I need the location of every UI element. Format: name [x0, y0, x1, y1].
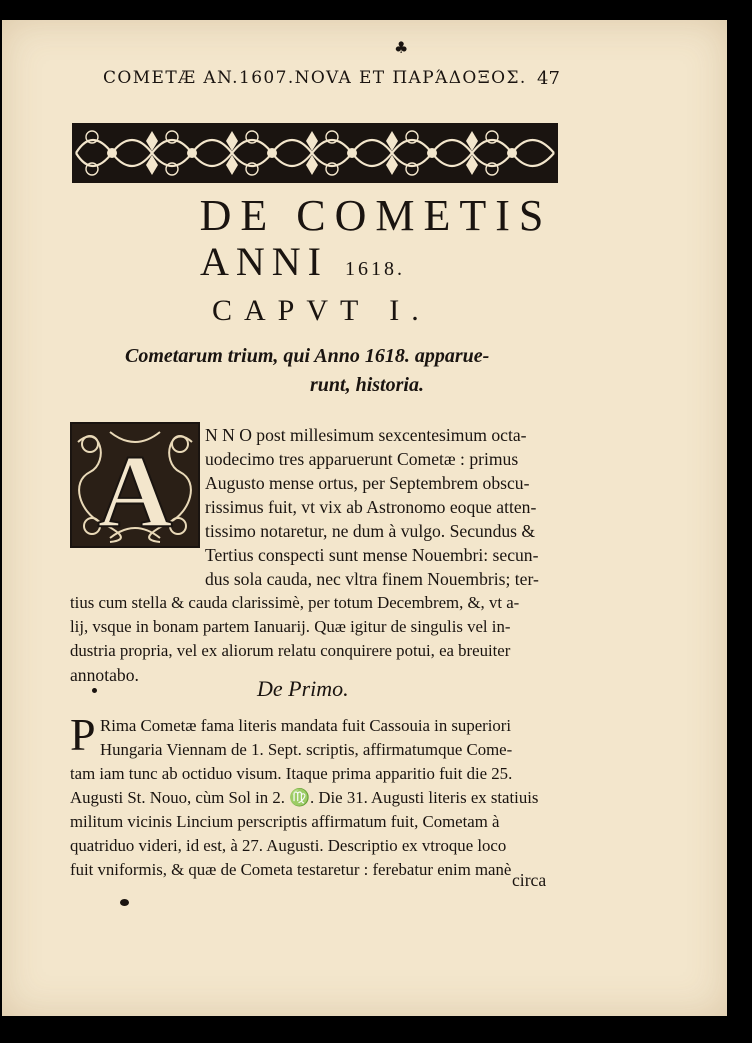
subtitle-line-2: runt, historia.	[310, 374, 424, 396]
para1-line-2: uodecimo tres apparuerunt Cometæ : primus	[205, 449, 519, 469]
floral-initial-icon	[70, 422, 200, 548]
chapter-heading: CAPVT I.	[212, 294, 431, 327]
para1-line-3: Augusto mense ortus, per Septembrem obscu-	[205, 473, 530, 493]
page-number: 47	[537, 68, 560, 89]
title-anni-word: ANNI	[200, 239, 328, 284]
para2-line-6: quatriduo videri, id est, à 27. Augusti. Descriptio ex vtroque loco	[70, 836, 507, 855]
para1-line-8: tius cum stella & cauda clarissimè, per totum Decembrem, &, vt a-	[70, 593, 520, 612]
ink-speck	[92, 688, 97, 693]
para1-line-11: annotabo.	[70, 665, 139, 685]
para2-line-1: Rima Cometæ fama literis mandata fuit Cassouia in superiori	[100, 716, 512, 735]
ink-speck	[120, 899, 129, 906]
running-title: COMETÆ AN.1607.NOVA ET ΠΑΡΆΔΟΞΟΣ.	[103, 68, 527, 88]
title-anni	[200, 238, 405, 285]
para1-line-7: dus sola cauda, nec vltra finem Nouembris; ter-	[205, 569, 539, 589]
para1-line-9: lij, vsque in bonam partem Ianuarij. Quæ igitur de singulis vel in-	[70, 617, 511, 636]
dropcap-letter: A	[97, 434, 173, 548]
para2-dropcap: P	[70, 709, 96, 760]
catchword: circa	[512, 870, 547, 890]
para1-line-1: N N O post millesimum sexcentesimum octa-	[205, 425, 527, 445]
para2-line-4: Augusti St. Nouo, cùm Sol in 2. ♍. Die 31. Augusti literis ex statiuis	[70, 788, 539, 807]
para1-line-6: Tertius conspecti sunt mense Nouembri: secun-	[205, 545, 539, 565]
para2-line-2: Hungaria Viennam de 1. Sept. scriptis, affirmatumque Come-	[100, 740, 513, 759]
para2-line-5: militum vicinis Lincium perscriptis affirmatum fuit, Cometam à	[70, 812, 500, 831]
para1-line-4: rissimus fuit, vt vix ab Astronomo eoque atten-	[205, 497, 537, 517]
para1-line-10: dustria propria, vel ex aliorum relatu conquirere potui, ea breuiter	[70, 641, 511, 660]
para2-line-3: tam iam tunc ab octiduo visum. Itaque prima apparitio fuit die 25.	[70, 764, 513, 783]
section-heading: De Primo.	[257, 676, 349, 701]
main-title: DE COMETIS	[199, 191, 553, 240]
ornamental-headpiece-icon	[72, 123, 558, 183]
decorated-initial	[70, 422, 200, 548]
top-mark: ♣	[394, 38, 409, 57]
title-year: 1618.	[344, 258, 405, 280]
para1-line-5: tissimo notaretur, ne dum à vulgo. Secundus &	[205, 521, 536, 541]
subtitle-line-1: Cometarum trium, qui Anno 1618. apparue-	[125, 345, 490, 367]
para2-line-7: fuit vniformis, & quæ de Cometa testaretur : ferebatur enim manè	[70, 860, 512, 879]
